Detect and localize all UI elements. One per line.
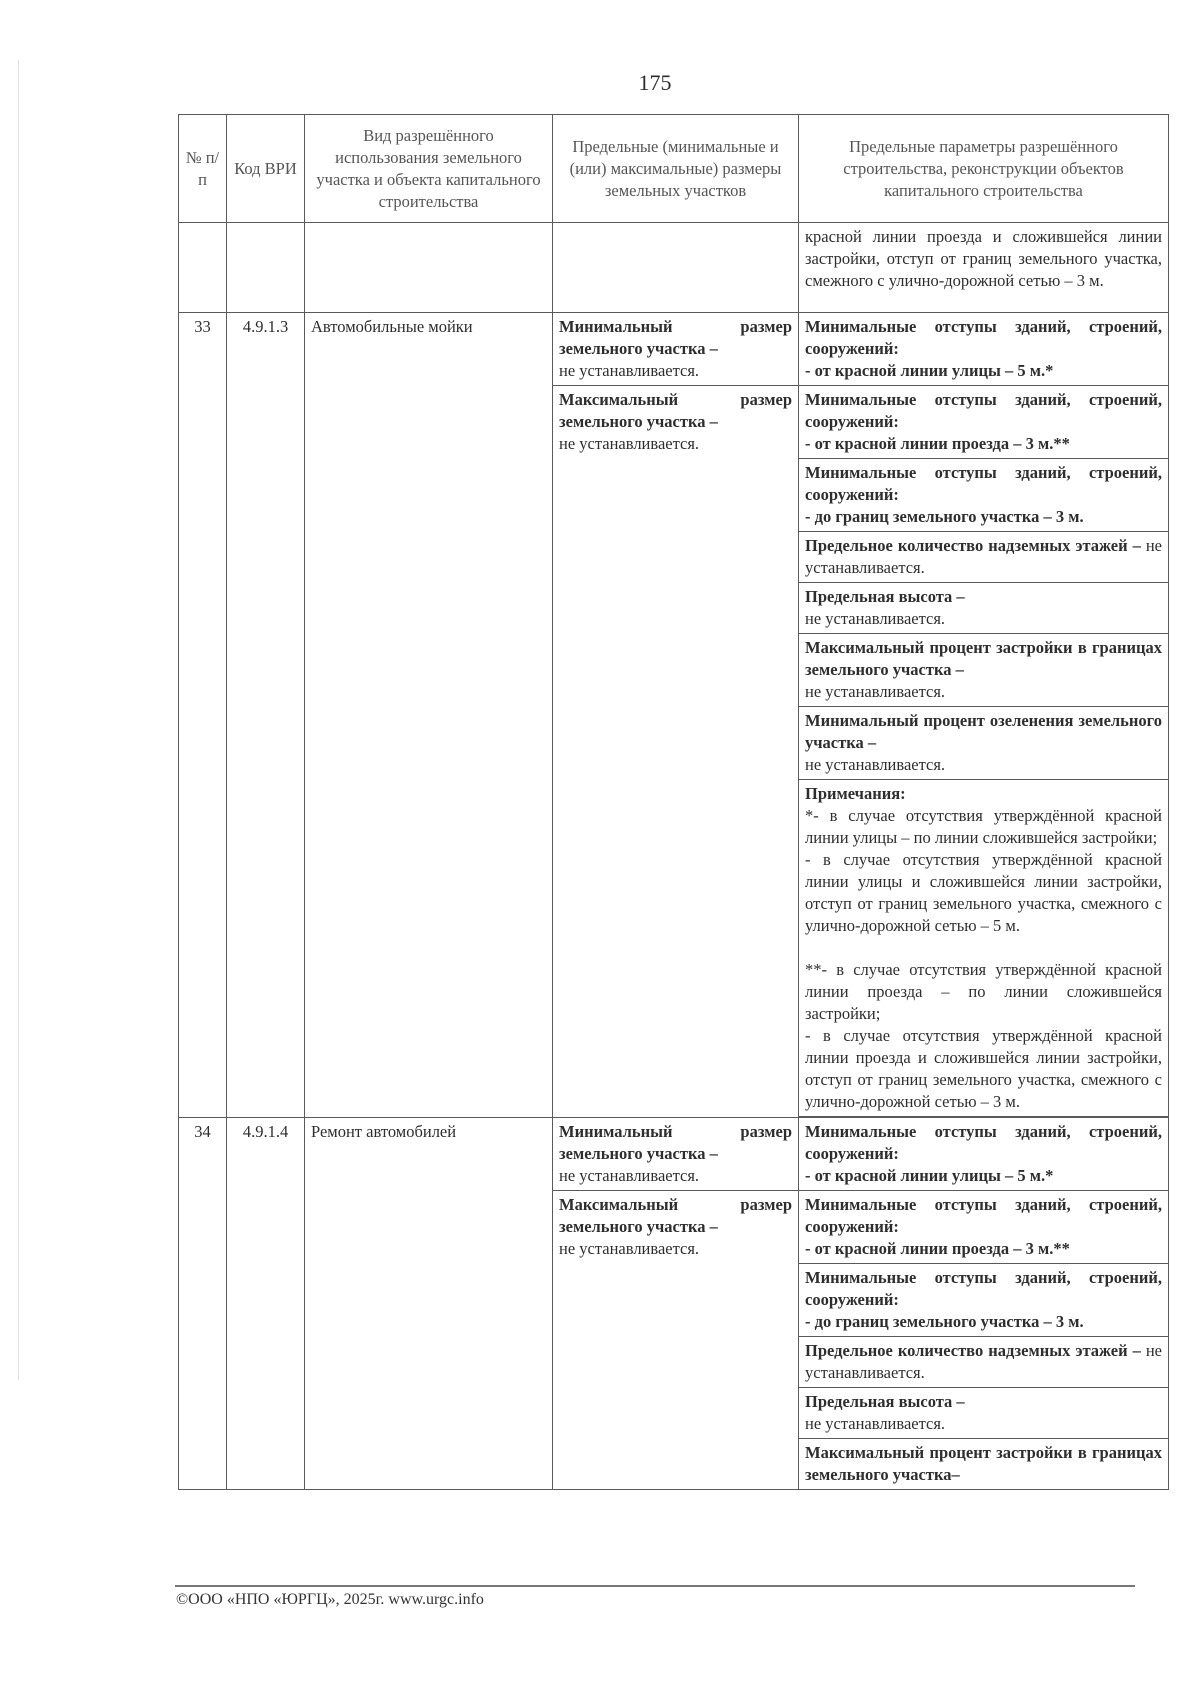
height-cell bbox=[799, 1388, 1169, 1439]
floors-cell bbox=[799, 532, 1169, 583]
header-use: Вид разрешённого использования земельного участка и объекта капитального строительства bbox=[305, 115, 553, 223]
indent-red-passage-cell bbox=[799, 1191, 1169, 1264]
min-size-label: Минимальный размер земельного участка – bbox=[559, 317, 792, 358]
table-header-row bbox=[179, 115, 1169, 223]
greening-value: не устанавливается. bbox=[805, 755, 946, 774]
indent-label: Минимальные отступы зданий, строений, сооружений: bbox=[805, 1122, 1162, 1163]
indent-label: Минимальные отступы зданий, строений, сооружений: bbox=[805, 317, 1162, 358]
floors-cell bbox=[799, 1337, 1169, 1388]
max-size-label: Максимальный размер земельного участка – bbox=[559, 1195, 792, 1236]
max-size-cell bbox=[553, 386, 799, 1118]
max-size-value: не устанавливается. bbox=[559, 1239, 700, 1258]
min-size-cell bbox=[553, 1118, 799, 1191]
coverage-value: не устанавливается. bbox=[805, 682, 946, 701]
indent-red-street-cell bbox=[799, 313, 1169, 386]
height-value: не устанавливается. bbox=[805, 1414, 946, 1433]
indent-border-cell bbox=[799, 1264, 1169, 1337]
floors-label: Предельное количество надземных этажей – bbox=[805, 536, 1141, 555]
coverage-label: Максимальный процент застройки в границах земельного участка– bbox=[805, 1443, 1162, 1484]
row-use-name: Ремонт автомобилей bbox=[305, 1118, 553, 1490]
page-number: 175 bbox=[638, 70, 672, 95]
note-spacer bbox=[805, 937, 1162, 959]
row-number: 33 bbox=[179, 313, 227, 1118]
greening-label: Минимальный процент озеленения земельного участка – bbox=[805, 711, 1162, 752]
cell-empty bbox=[553, 223, 799, 313]
table-row-continuation bbox=[179, 223, 1169, 313]
indent-label: Минимальные отступы зданий, строений, сооружений: bbox=[805, 1268, 1162, 1309]
footer-copyright: ©ООО «НПО «ЮРГЦ», 2025г. www.urgc.info bbox=[176, 1591, 484, 1608]
coverage-cell bbox=[799, 1439, 1169, 1490]
row-code: 4.9.1.4 bbox=[227, 1118, 305, 1490]
notes-cell bbox=[799, 780, 1169, 1117]
header-num: № п/п bbox=[179, 115, 227, 223]
floors-value: не устанавливается. bbox=[805, 536, 1162, 577]
table-row-34 bbox=[179, 1118, 1169, 1191]
cell-empty bbox=[227, 223, 305, 313]
height-label: Предельная высота – bbox=[805, 587, 965, 606]
indent-red-street-cell bbox=[799, 1118, 1169, 1191]
continuation-text: красной линии проезда и сложившейся линии застройки, отступ от границ земельного участка, смежного с улично-дорожной сетью – 3 м. bbox=[799, 223, 1169, 313]
header-limits: Предельные (минимальные и (или) максимальные) размеры земельных участков bbox=[553, 115, 799, 223]
scan-margin-line bbox=[18, 60, 19, 1380]
height-cell bbox=[799, 583, 1169, 634]
indent-label: Минимальные отступы зданий, строений, сооружений: bbox=[805, 1195, 1162, 1236]
indent-label: Минимальные отступы зданий, строений, сооружений: bbox=[805, 463, 1162, 504]
floors-value: не устанавливается. bbox=[805, 1341, 1162, 1382]
indent-value: - до границ земельного участка – 3 м. bbox=[805, 507, 1084, 526]
min-size-cell bbox=[553, 313, 799, 386]
max-size-value: не устанавливается. bbox=[559, 434, 700, 453]
note-2: - в случае отсутствия утверждённой красной линии улицы и сложившейся линии застройки, отступ от границ земельного участка, смежного с улично-дорожной сетью – 5 м. bbox=[805, 850, 1162, 935]
zoning-parameters-table bbox=[178, 114, 1169, 1490]
coverage-label: Максимальный процент застройки в границах земельного участка – bbox=[805, 638, 1162, 679]
row-use-name: Автомобильные мойки bbox=[305, 313, 553, 1118]
height-value: не устанавливается. bbox=[805, 609, 946, 628]
max-size-cell bbox=[553, 1191, 799, 1490]
note-4: - в случае отсутствия утверждённой красной линии проезда и сложившейся линии застройки, отступ от границ земельного участка, смежного с улично-дорожной сетью – 3 м. bbox=[805, 1026, 1162, 1111]
row-code: 4.9.1.3 bbox=[227, 313, 305, 1118]
indent-value: - до границ земельного участка – 3 м. bbox=[805, 1312, 1084, 1331]
note-3: **- в случае отсутствия утверждённой красной линии проезда – по линии сложившейся застройки; bbox=[805, 960, 1162, 1023]
footer-divider bbox=[175, 1585, 1135, 1587]
min-size-value: не устанавливается. bbox=[559, 1166, 700, 1185]
table-row-33 bbox=[179, 313, 1169, 386]
max-size-label: Максимальный размер земельного участка – bbox=[559, 390, 792, 431]
indent-border-cell bbox=[799, 459, 1169, 532]
cell-empty bbox=[179, 223, 227, 313]
coverage-cell bbox=[799, 634, 1169, 707]
header-code: Код ВРИ bbox=[227, 115, 305, 223]
cell-empty bbox=[305, 223, 553, 313]
header-params: Предельные параметры разрешённого строительства, реконструкции объектов капитального строительства bbox=[799, 115, 1169, 223]
indent-value: - от красной линии проезда – 3 м.** bbox=[805, 1239, 1070, 1258]
indent-red-passage-cell bbox=[799, 386, 1169, 459]
height-label: Предельная высота – bbox=[805, 1392, 965, 1411]
greening-cell bbox=[799, 707, 1169, 780]
row-number: 34 bbox=[179, 1118, 227, 1490]
min-size-label: Минимальный размер земельного участка – bbox=[559, 1122, 792, 1163]
note-1: *- в случае отсутствия утверждённой красной линии улицы – по линии сложившейся застройки; bbox=[805, 806, 1162, 847]
indent-value: - от красной линии улицы – 5 м.* bbox=[805, 1166, 1054, 1185]
notes-title: Примечания: bbox=[805, 784, 906, 803]
indent-value: - от красной линии проезда – 3 м.** bbox=[805, 434, 1070, 453]
indent-label: Минимальные отступы зданий, строений, сооружений: bbox=[805, 390, 1162, 431]
floors-label: Предельное количество надземных этажей – bbox=[805, 1341, 1141, 1360]
indent-value: - от красной линии улицы – 5 м.* bbox=[805, 361, 1054, 380]
min-size-value: не устанавливается. bbox=[559, 361, 700, 380]
